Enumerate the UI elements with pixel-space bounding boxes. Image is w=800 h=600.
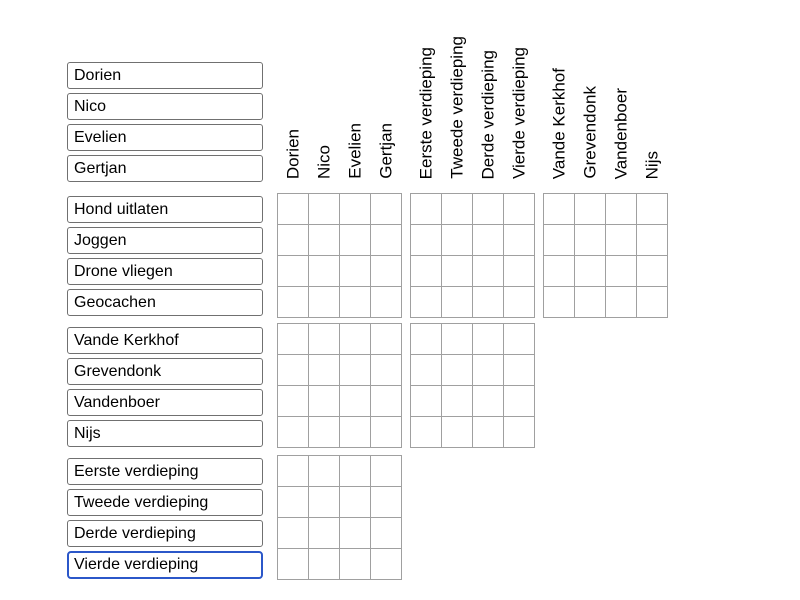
grid-cell[interactable] <box>606 256 637 287</box>
grid-cell[interactable] <box>340 518 371 549</box>
grid-block-activities-vs-floors <box>410 193 535 318</box>
grid-cell[interactable] <box>504 194 535 225</box>
grid-cell[interactable] <box>442 417 473 448</box>
label-group-activities <box>67 196 263 320</box>
grid-cell[interactable] <box>309 194 340 225</box>
column-header-label: Gertjan <box>376 123 395 179</box>
grid-cell[interactable] <box>411 386 442 417</box>
grid-cell[interactable] <box>371 456 402 487</box>
column-header-label: Tweede verdieping <box>447 36 466 179</box>
grid-cell[interactable] <box>340 456 371 487</box>
grid-cell[interactable] <box>575 287 606 318</box>
grid-cell[interactable] <box>504 225 535 256</box>
grid-cell[interactable] <box>473 355 504 386</box>
grid-cell[interactable] <box>473 194 504 225</box>
grid-cell[interactable] <box>340 324 371 355</box>
label-box-vande-kerkhof[interactable]: Vande Kerkhof <box>67 327 263 354</box>
column-header-nijs <box>636 0 667 186</box>
grid-cell[interactable] <box>411 194 442 225</box>
header-block-floors <box>410 0 534 186</box>
grid-cell[interactable] <box>371 518 402 549</box>
grid-cell[interactable] <box>411 417 442 448</box>
column-header-label: Derde verdieping <box>478 49 497 179</box>
grid-cell[interactable] <box>575 225 606 256</box>
grid-cell[interactable] <box>504 417 535 448</box>
label-box-nico[interactable]: Nico <box>67 93 263 120</box>
grid-cell[interactable] <box>340 355 371 386</box>
grid-cell[interactable] <box>371 256 402 287</box>
label-box-evelien[interactable]: Evelien <box>67 124 263 151</box>
grid-block-activities-vs-names <box>277 193 402 318</box>
grid-cell[interactable] <box>473 256 504 287</box>
grid-cell[interactable] <box>309 518 340 549</box>
column-header-label: Vande Kerkhof <box>549 67 568 179</box>
grid-cell[interactable] <box>278 518 309 549</box>
grid-cell[interactable] <box>544 225 575 256</box>
grid-cell[interactable] <box>309 256 340 287</box>
grid-cell[interactable] <box>504 324 535 355</box>
label-group-surnames <box>67 327 263 451</box>
grid-cell[interactable] <box>371 324 402 355</box>
grid-cell[interactable] <box>371 225 402 256</box>
column-header-nico <box>308 0 339 186</box>
grid-block-floors-vs-names <box>277 455 402 580</box>
header-block-surnames <box>543 0 667 186</box>
grid-cell[interactable] <box>371 194 402 225</box>
label-box-joggen[interactable]: Joggen <box>67 227 263 254</box>
column-header-label: Vierde verdieping <box>509 47 528 179</box>
grid-cell[interactable] <box>309 417 340 448</box>
grid-cell[interactable] <box>371 487 402 518</box>
column-header-dorien <box>277 0 308 186</box>
grid-cell[interactable] <box>504 355 535 386</box>
grid-cell[interactable] <box>473 417 504 448</box>
label-box-eerste-verdieping[interactable]: Eerste verdieping <box>67 458 263 485</box>
grid-cell[interactable] <box>637 256 668 287</box>
grid-cell[interactable] <box>340 386 371 417</box>
grid-cell[interactable] <box>606 194 637 225</box>
grid-cell[interactable] <box>442 194 473 225</box>
column-header-label: Nico <box>314 144 333 179</box>
grid-cell[interactable] <box>371 549 402 580</box>
grid-cell[interactable] <box>309 225 340 256</box>
column-header-evelien <box>339 0 370 186</box>
grid-cell[interactable] <box>278 456 309 487</box>
grid-cell[interactable] <box>340 487 371 518</box>
column-header-tweede-verdieping <box>441 0 472 186</box>
grid-cell[interactable] <box>309 549 340 580</box>
label-group-floors <box>67 458 263 583</box>
grid-cell[interactable] <box>278 386 309 417</box>
grid-cell[interactable] <box>371 386 402 417</box>
grid-cell[interactable] <box>278 256 309 287</box>
grid-cell[interactable] <box>411 355 442 386</box>
grid-cell[interactable] <box>473 324 504 355</box>
column-header-derde-verdieping <box>472 0 503 186</box>
grid-cell[interactable] <box>442 287 473 318</box>
grid-cell[interactable] <box>371 287 402 318</box>
grid-cell[interactable] <box>278 194 309 225</box>
grid-cell[interactable] <box>637 225 668 256</box>
grid-cell[interactable] <box>278 324 309 355</box>
column-header-grevendonk <box>574 0 605 186</box>
label-box-gertjan[interactable]: Gertjan <box>67 155 263 182</box>
grid-cell[interactable] <box>575 194 606 225</box>
label-group-names <box>67 62 263 186</box>
grid-cell[interactable] <box>442 225 473 256</box>
label-box-vierde-verdieping[interactable]: Vierde verdieping <box>67 551 263 579</box>
column-header-label: Grevendonk <box>580 86 599 179</box>
label-box-tweede-verdieping[interactable]: Tweede verdieping <box>67 489 263 516</box>
grid-cell[interactable] <box>309 324 340 355</box>
label-box-hond-uitlaten[interactable]: Hond uitlaten <box>67 196 263 223</box>
column-header-label: Eerste verdieping <box>416 46 435 179</box>
label-box-dorien[interactable]: Dorien <box>67 62 263 89</box>
grid-cell[interactable] <box>442 355 473 386</box>
header-block-names <box>277 0 401 186</box>
grid-cell[interactable] <box>309 355 340 386</box>
grid-cell[interactable] <box>309 386 340 417</box>
column-header-label: Evelien <box>345 123 364 179</box>
grid-block-activities-vs-surnames <box>543 193 668 318</box>
grid-cell[interactable] <box>637 287 668 318</box>
grid-cell[interactable] <box>411 287 442 318</box>
grid-cell[interactable] <box>278 287 309 318</box>
grid-cell[interactable] <box>544 287 575 318</box>
grid-cell[interactable] <box>309 456 340 487</box>
label-box-nijs[interactable]: Nijs <box>67 420 263 447</box>
grid-cell[interactable] <box>637 194 668 225</box>
grid-cell[interactable] <box>278 549 309 580</box>
column-header-label: Vandenboer <box>611 87 630 179</box>
grid-cell[interactable] <box>473 287 504 318</box>
grid-cell[interactable] <box>473 225 504 256</box>
label-box-derde-verdieping[interactable]: Derde verdieping <box>67 520 263 547</box>
grid-block-surnames-vs-floors <box>410 323 535 448</box>
grid-cell[interactable] <box>411 256 442 287</box>
grid-cell[interactable] <box>606 287 637 318</box>
column-header-gertjan <box>370 0 401 186</box>
grid-cell[interactable] <box>411 225 442 256</box>
label-box-drone-vliegen[interactable]: Drone vliegen <box>67 258 263 285</box>
grid-cell[interactable] <box>544 194 575 225</box>
grid-cell[interactable] <box>504 386 535 417</box>
grid-cell[interactable] <box>340 194 371 225</box>
grid-cell[interactable] <box>442 324 473 355</box>
grid-cell[interactable] <box>442 256 473 287</box>
grid-cell[interactable] <box>340 225 371 256</box>
grid-cell[interactable] <box>371 355 402 386</box>
label-box-vandenboer[interactable]: Vandenboer <box>67 389 263 416</box>
grid-cell[interactable] <box>309 487 340 518</box>
label-box-geocachen[interactable]: Geocachen <box>67 289 263 316</box>
grid-cell[interactable] <box>442 386 473 417</box>
grid-cell[interactable] <box>606 225 637 256</box>
grid-cell[interactable] <box>278 487 309 518</box>
grid-cell[interactable] <box>411 324 442 355</box>
grid-cell[interactable] <box>340 417 371 448</box>
grid-cell[interactable] <box>544 256 575 287</box>
grid-block-surnames-vs-names <box>277 323 402 448</box>
grid-cell[interactable] <box>340 287 371 318</box>
grid-cell[interactable] <box>504 287 535 318</box>
grid-cell[interactable] <box>575 256 606 287</box>
column-header-vande-kerkhof <box>543 0 574 186</box>
grid-cell[interactable] <box>340 256 371 287</box>
grid-cell[interactable] <box>309 287 340 318</box>
label-box-grevendonk[interactable]: Grevendonk <box>67 358 263 385</box>
column-header-label: Nijs <box>642 150 661 179</box>
grid-cell[interactable] <box>340 549 371 580</box>
column-header-eerste-verdieping <box>410 0 441 186</box>
grid-cell[interactable] <box>504 256 535 287</box>
grid-cell[interactable] <box>473 386 504 417</box>
grid-cell[interactable] <box>371 417 402 448</box>
grid-cell[interactable] <box>278 355 309 386</box>
column-header-label: Dorien <box>283 128 302 179</box>
grid-cell[interactable] <box>278 417 309 448</box>
column-header-vierde-verdieping <box>503 0 534 186</box>
grid-cell[interactable] <box>278 225 309 256</box>
column-header-vandenboer <box>605 0 636 186</box>
